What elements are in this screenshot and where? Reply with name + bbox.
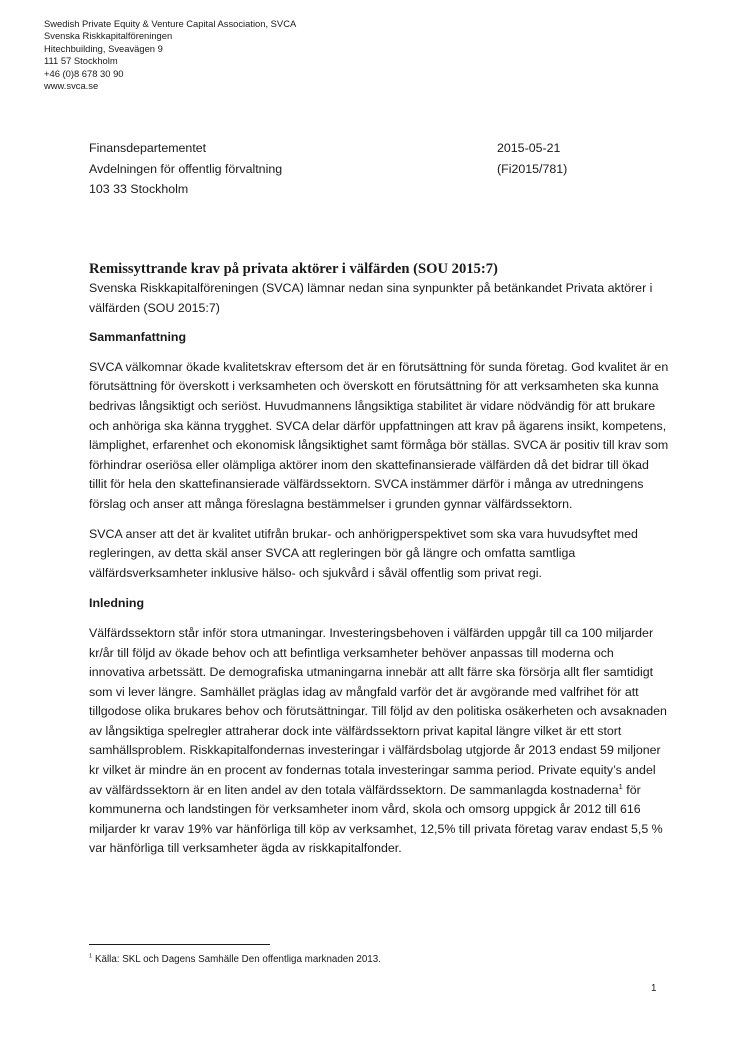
- footnote-reference-marker[interactable]: 1: [618, 781, 623, 791]
- introduction-text-part-2: för kommunerna och landstingen för verksamheter inom vård, skola och omsorg uppgick år 2012 till 616 miljarder kr varav 19% var hänförliga till köp av verksamhet, 12,5% till privata företag varav endast 5,5 % var hänförliga till verksamheter ägda av riskkapitalfonder.: [89, 782, 663, 856]
- footnote: [89, 953, 381, 966]
- recipient-division: Avdelningen för offentlig förvaltning: [89, 161, 283, 176]
- footnote-separator: [89, 944, 270, 945]
- sender-street: Hitechbuilding, Sveavägen 9: [44, 42, 163, 54]
- footnote-number: 1: [89, 953, 93, 960]
- introduction-paragraph: [89, 624, 669, 859]
- summary-paragraph-1: SVCA välkomnar ökade kvalitetskrav eftersom det är en förutsättning för sunda företag. God kvalitet är en förutsättning för överskott i verksamheten och överskott en förutsättning för att verksamheten ska kunna bedrivas långsiktigt och seriöst. Huvudmannens långsiktiga stabilitet är vidare nödvändig för att brukare och anhöriga ska känna trygghet. SVCA delar därför uppfattningen att krav på ägarens insikt, kompetens, lämplighet, erfarenhet och ekonomisk långsiktighet samt förmåga bör ställas. SVCA är positiv till krav som förhindrar oseriösa eller olämpliga aktörer inom den skattefinansierade välfärden då det bidrar till ökad tillit för hela den skattefinansierade välfärdssektorn. SVCA instämmer därför i många av utredningens förslag och anser att många föreslagna bestämmelser i grunden gynnar välfärdssektorn.: [89, 359, 669, 511]
- document-body: [89, 259, 669, 869]
- sender-website: www.svca.se: [44, 80, 99, 92]
- recipient-department: Finansdepartementet: [89, 141, 207, 155]
- letter-date: 2015-05-21: [497, 141, 561, 155]
- sender-address-block: [44, 18, 374, 92]
- sender-phone: +46 (0)8 678 30 90: [44, 67, 124, 79]
- footnote-text: Källa: SKL och Dagens Samhälle Den offentliga marknaden 2013.: [92, 954, 381, 965]
- letter-reference: (Fi2015/781): [497, 161, 568, 176]
- section-heading-introduction: Inledning: [89, 596, 145, 611]
- summary-paragraph-2: SVCA anser att det är kvalitet utifrån brukar- och anhörigperspektivet som ska vara huvudsyftet med regleringen, av detta skäl anser SVCA att regleringen bör gå längre och omfatta samtliga välfärdsverksamheter inklusive hälso- och sjukvård i såväl offentlig som privat regi.: [89, 526, 638, 580]
- letter-meta-block: [497, 138, 567, 179]
- section-heading-summary: Sammanfattning: [89, 330, 187, 345]
- recipient-postal-city: 103 33 Stockholm: [89, 182, 189, 196]
- sender-postal-city: 111 57 Stockholm: [44, 55, 118, 67]
- sender-name-swedish: Svenska Riskkapitalföreningen: [44, 30, 173, 42]
- sender-organization: Swedish Private Equity & Venture Capital Association, SVCA: [44, 18, 297, 29]
- recipient-address-block: [89, 138, 282, 200]
- document-intro: Svenska Riskkapitalföreningen (SVCA) lämnar nedan sina synpunkter på betänkandet Privata aktörer i välfärden (SOU 2015:7): [89, 281, 653, 315]
- document-title: Remissyttrande krav på privata aktörer i välfärden (SOU 2015:7): [89, 261, 498, 277]
- page-number: 1: [651, 983, 657, 994]
- introduction-text-part-1: Välfärdssektorn står inför stora utmaningar. Investeringsbehoven i välfärden uppgår till ca 100 miljarder kr/år till följd av ökade behov och att befintliga verksamheter behöver anpassas till moderna och innovativa arbetssätt. De demografiska utmaningarna innebär att allt färre ska försörja allt fler samtidigt som vi lever längre. Samhället präglas idag av mångfald varför det är avgörande med valfrihet för att tillgodose olika brukares behov och förutsättningar. Till följd av den politiska osäkerheten och avsaknaden av långsiktiga spelregler attraherar dock inte välfärdssektorn privat kapital längre vilket är ett stort samhällsproblem. Riskkapitalfondernas investeringar i välfärdsbolag utgjorde år 2013 endast 59 miljoner kr vilket är mindre än en procent av fondernas totala investeringar samma period. Private equity’s andel av välfärdssektorn är en liten andel av den totala välfärdssektorn. De sammanlagda kostnaderna: [89, 625, 667, 797]
